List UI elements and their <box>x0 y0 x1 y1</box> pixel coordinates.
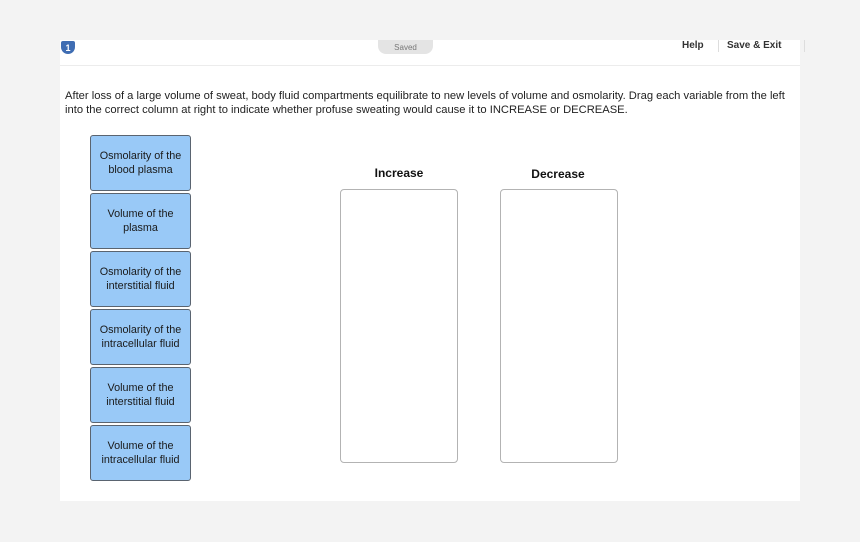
increase-drop-zone[interactable] <box>340 189 458 463</box>
question-instructions: After loss of a large volume of sweat, body fluid compartments equilibrate to new levels of volume and osmolarity. Drag each variable from the left into the correct column at right to indicate whether profuse sweating would cause it to INCREASE or DECREASE. <box>65 90 785 116</box>
divider <box>804 40 805 52</box>
help-button[interactable]: Help <box>682 40 704 51</box>
draggable-items-list <box>90 135 192 483</box>
top-bar <box>60 40 800 66</box>
decrease-column-heading: Decrease <box>531 167 585 181</box>
saved-status: Saved <box>378 40 433 54</box>
question-number-badge: 1 <box>61 41 75 54</box>
drag-item-volume-plasma[interactable]: Volume of the plasma <box>90 193 191 249</box>
drag-item-osmolarity-intracellular-fluid[interactable]: Osmolarity of the intracellular fluid <box>90 309 191 365</box>
drag-item-volume-interstitial-fluid[interactable]: Volume of the interstitial fluid <box>90 367 191 423</box>
drag-item-osmolarity-blood-plasma[interactable]: Osmolarity of the blood plasma <box>90 135 191 191</box>
drag-item-volume-intracellular-fluid[interactable]: Volume of the intracellular fluid <box>90 425 191 481</box>
drag-item-osmolarity-interstitial-fluid[interactable]: Osmolarity of the interstitial fluid <box>90 251 191 307</box>
increase-column-heading: Increase <box>374 166 424 180</box>
decrease-drop-zone[interactable] <box>500 189 618 463</box>
question-panel <box>60 40 800 501</box>
save-exit-button[interactable]: Save & Exit <box>718 40 781 52</box>
